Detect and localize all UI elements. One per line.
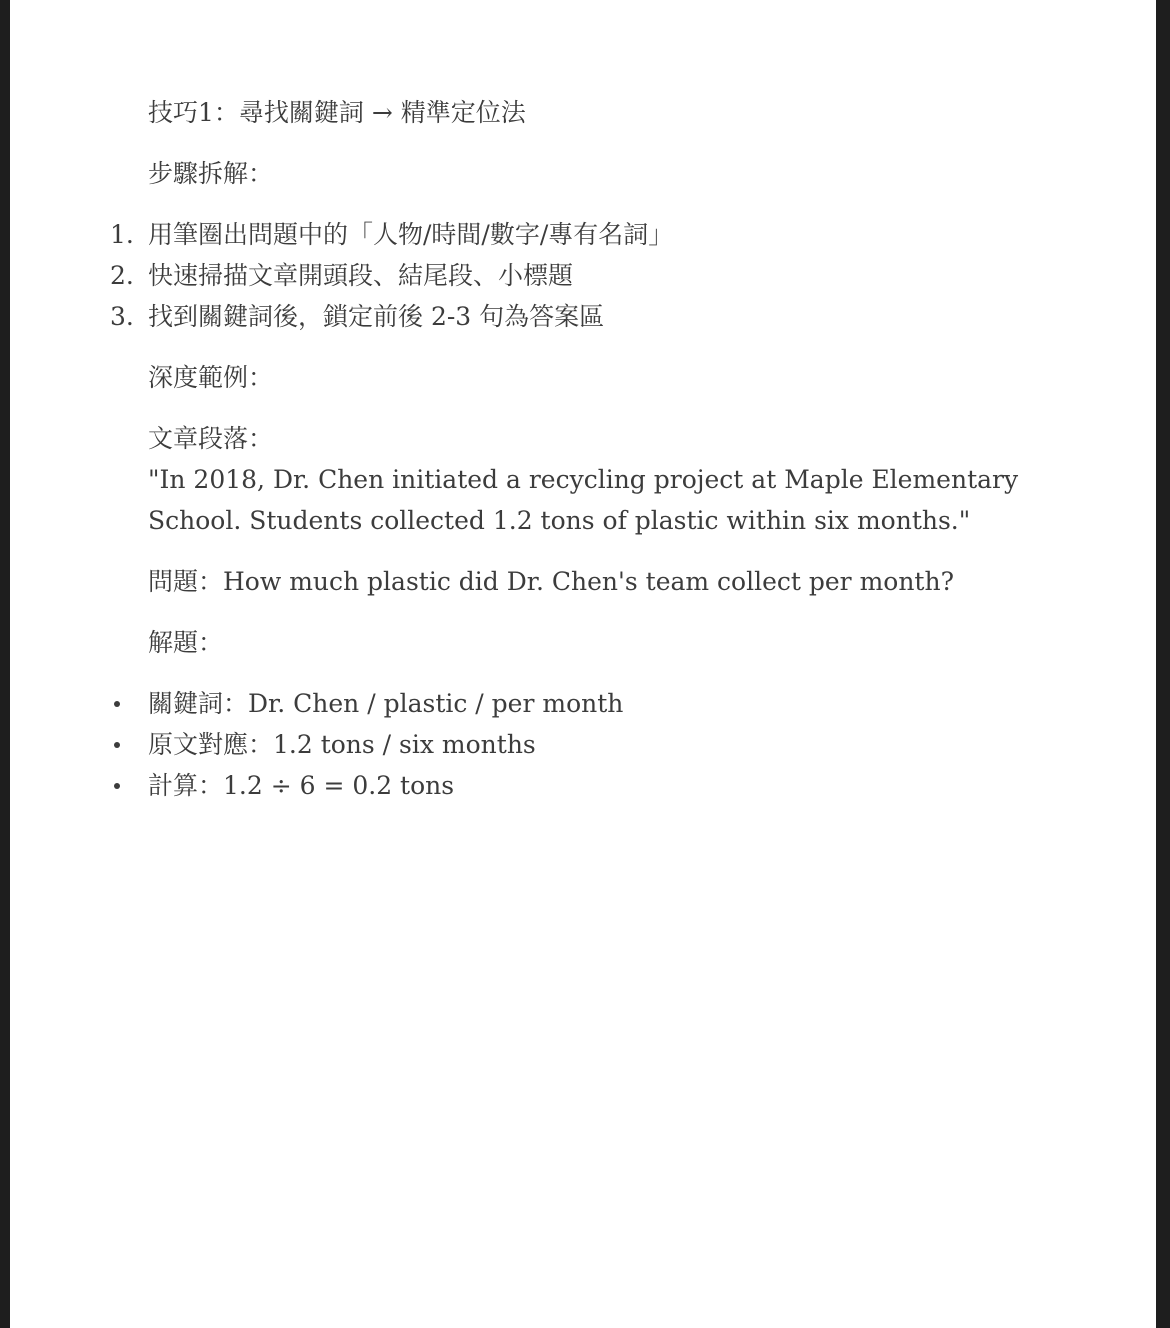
passage-quote: "In 2018, Dr. Chen initiated a recycling project at Maple Elementary School. Students collected 1.2 tons of plastic within six months." (148, 465, 1019, 535)
passage-label: 文章段落： (148, 424, 274, 453)
section-heading: 技巧1：尋找關鍵詞 → 精準定位法 (148, 98, 526, 127)
document-content (110, 92, 1070, 826)
list-item (110, 765, 1070, 806)
steps-list (110, 214, 1070, 337)
list-item (110, 296, 1070, 337)
list-item-text: 用筆圈出問題中的「人物/時間/數字/專有名詞」 (148, 220, 674, 249)
list-number: 3. (110, 302, 134, 331)
list-item (110, 255, 1070, 296)
list-item (110, 214, 1070, 255)
solution-list (110, 683, 1070, 806)
bullet-icon (114, 783, 120, 789)
list-item-text: 計算：1.2 ÷ 6 = 0.2 tons (148, 771, 455, 800)
steps-label: 步驟拆解： (148, 159, 274, 188)
example-label: 深度範例： (148, 363, 274, 392)
list-number: 1. (110, 220, 134, 249)
bullet-icon (114, 701, 120, 707)
list-number: 2. (110, 261, 134, 290)
question-text: 問題：How much plastic did Dr. Chen's team collect per month? (148, 567, 954, 596)
list-item (110, 683, 1070, 724)
list-item (110, 724, 1070, 765)
solution-label: 解題： (148, 628, 224, 657)
list-item-text: 快速掃描文章開頭段、結尾段、小標題 (148, 261, 574, 290)
document-page (10, 0, 1156, 1328)
list-item-text: 關鍵詞：Dr. Chen / plastic / per month (148, 689, 624, 718)
list-item-text: 原文對應：1.2 tons / six months (148, 730, 536, 759)
list-item-text: 找到關鍵詞後，鎖定前後 2-3 句為答案區 (148, 302, 605, 331)
bullet-icon (114, 742, 120, 748)
